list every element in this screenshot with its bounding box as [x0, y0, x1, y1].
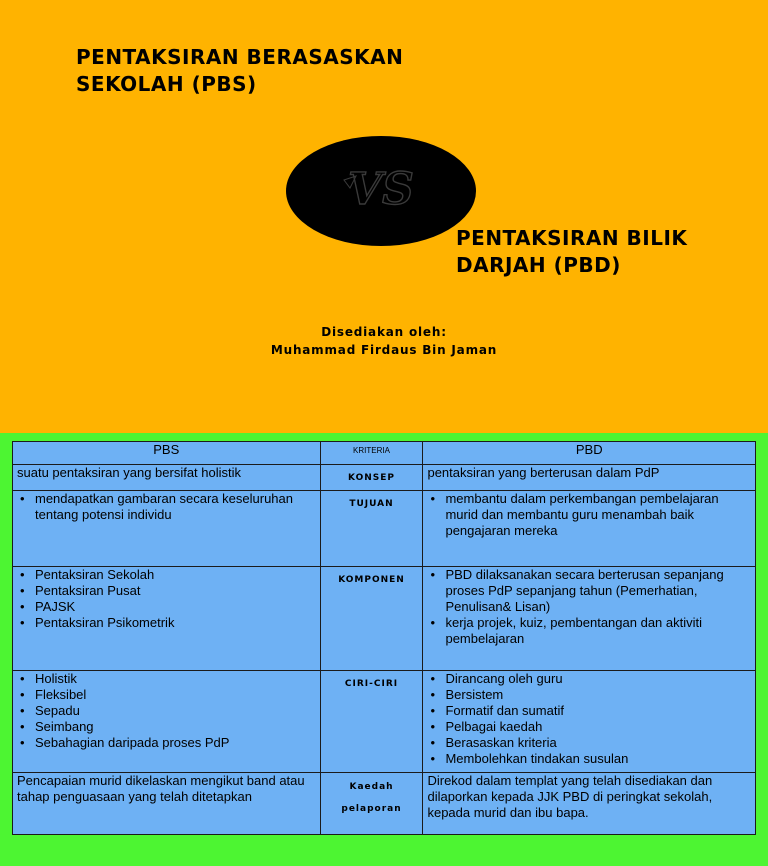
criterion-konsep: KONSEP — [348, 473, 395, 483]
prepared-by-label: Disediakan oleh: — [321, 325, 447, 339]
komponen-pbs-list — [17, 567, 316, 631]
header-pbs: PBS — [13, 442, 321, 465]
list-item: • Pentaksiran Sekolah — [17, 567, 316, 583]
vs-text: VS — [348, 164, 414, 215]
vs-ellipse — [286, 136, 476, 246]
list-item: • Holistik — [17, 671, 316, 687]
konsep-pbs: suatu pentaksiran yang bersifat holistik — [13, 465, 321, 491]
list-item: • kerja projek, kuiz, pembentangan dan aktiviti pembelajaran — [427, 615, 751, 647]
list-item: • PBD dilaksanakan secara berterusan sepanjang proses PdP sepanjang tahun (Pemerhatian, Penulisan& Lisan) — [427, 567, 751, 615]
pbs-title — [76, 44, 403, 98]
criterion-kaedah: Kaedah — [349, 782, 394, 792]
list-item: • Dirancang oleh guru — [427, 671, 751, 687]
list-item: • PAJSK — [17, 599, 316, 615]
table-row-tujuan — [13, 491, 756, 567]
ciri-pbs-list — [17, 671, 316, 751]
pbs-title-line2: SEKOLAH (PBS) — [76, 72, 257, 96]
credit-block — [200, 323, 568, 359]
vs-logo — [286, 136, 476, 246]
header-pbd: PBD — [423, 442, 756, 465]
list-item: • Berasaskan kriteria — [427, 735, 751, 751]
comparison-table — [12, 441, 756, 835]
pbd-title-line2: DARJAH (PBD) — [456, 253, 621, 277]
list-item: • Pelbagai kaedah — [427, 719, 751, 735]
list-item: • Bersistem — [427, 687, 751, 703]
ciri-pbd-list — [427, 671, 751, 767]
table-row-ciri-ciri — [13, 671, 756, 773]
list-item: • Formatif dan sumatif — [427, 703, 751, 719]
konsep-pbd: pentaksiran yang berterusan dalam PdP — [423, 465, 756, 491]
list-item: • Pentaksiran Psikometrik — [17, 615, 316, 631]
pbd-title — [456, 225, 687, 279]
tujuan-pbd-list — [427, 491, 751, 539]
header-kriteria: KRITERIA — [320, 442, 423, 465]
kaedah-pbs: Pencapaian murid dikelaskan mengikut band atau tahap penguasaan yang telah ditetapkan — [13, 773, 321, 835]
table-row-konsep — [13, 465, 756, 491]
list-item: • Sepadu — [17, 703, 316, 719]
kaedah-pbd: Direkod dalam templat yang telah disediakan dan dilaporkan kepada JJK PBD di peringkat sekolah, kepada murid dan ibu bapa. — [423, 773, 756, 835]
table-row-kaedah-pelaporan — [13, 773, 756, 835]
criterion-tujuan: TUJUAN — [349, 499, 394, 509]
list-item: • Seimbang — [17, 719, 316, 735]
criterion-pelaporan: pelaporan — [341, 804, 402, 814]
author-name: Muhammad Firdaus Bin Jaman — [270, 343, 498, 357]
criterion-ciri-ciri: CIRI-CIRI — [344, 679, 399, 689]
tujuan-pbs-list — [17, 491, 316, 523]
table-header-row — [13, 442, 756, 465]
list-item: • Membolehkan tindakan susulan — [427, 751, 751, 767]
list-item: • Pentaksiran Pusat — [17, 583, 316, 599]
list-item: • Fleksibel — [17, 687, 316, 703]
pbs-title-line1: PENTAKSIRAN BERASASKAN — [76, 45, 404, 69]
list-item: • Sebahagian daripada proses PdP — [17, 735, 316, 751]
list-item: • mendapatkan gambaran secara keseluruhan tentang potensi individu — [17, 491, 316, 523]
komponen-pbd-list — [427, 567, 751, 647]
list-item: • membantu dalam perkembangan pembelajaran murid dan membantu guru menambah baik pengajaran mereka — [427, 491, 751, 539]
criterion-komponen: KOMPONEN — [338, 575, 405, 585]
table-row-komponen — [13, 567, 756, 671]
pbd-title-line1: PENTAKSIRAN BILIK — [456, 226, 688, 250]
